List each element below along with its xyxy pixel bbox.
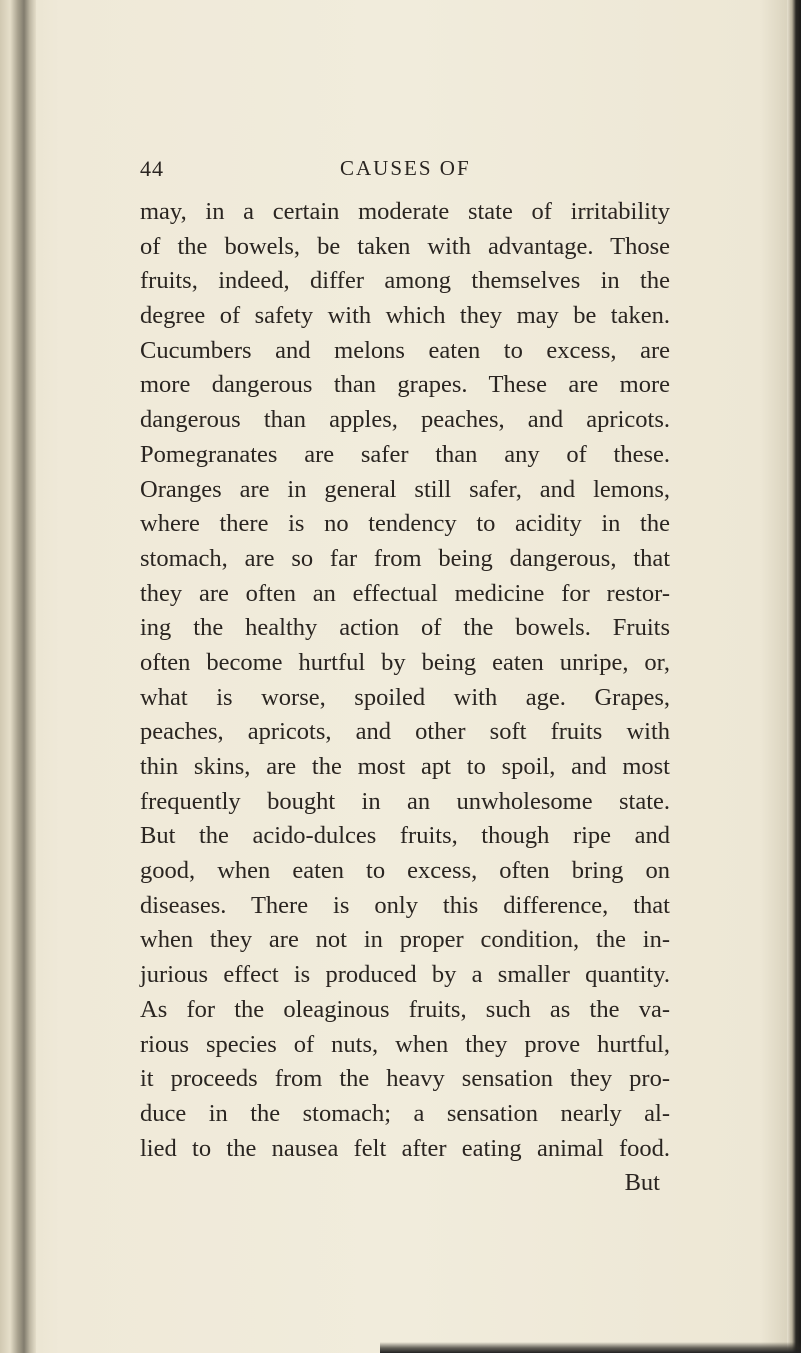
text-line: Cucumbers and melons eaten to excess, are bbox=[140, 336, 670, 364]
text-line: degree of safety with which they may be taken. bbox=[140, 302, 670, 330]
text-line: frequently bought in an unwholesome state. bbox=[140, 787, 670, 815]
text-line: Oranges are in general still safer, and lemons, bbox=[140, 475, 670, 503]
text-line: lied to the nausea felt after eating animal food. bbox=[140, 1134, 670, 1162]
text-line: Pomegranates are safer than any of these. bbox=[140, 440, 670, 468]
text-line: ing the healthy action of the bowels. Fruits bbox=[140, 614, 670, 642]
text-line: fruits, indeed, differ among themselves in the bbox=[140, 267, 670, 295]
text-line: duce in the stomach; a sensation nearly al- bbox=[140, 1099, 670, 1127]
text-line: of the bowels, be taken with advantage. Those bbox=[140, 232, 670, 260]
text-line: thin skins, are the most apt to spoil, and most bbox=[140, 753, 670, 780]
page-header bbox=[140, 156, 660, 190]
page-bottom-edge bbox=[380, 1342, 801, 1353]
catchword: But bbox=[624, 1169, 660, 1197]
body-text bbox=[140, 195, 670, 1201]
text-line: they are often an effectual medicine for restor- bbox=[140, 579, 670, 607]
text-line: often become hurtful by being eaten unripe, or, bbox=[140, 648, 670, 676]
page-gutter bbox=[0, 0, 36, 1353]
text-line: may, in a certain moderate state of irritability bbox=[140, 198, 670, 225]
text-line: more dangerous than grapes. These are more bbox=[140, 371, 670, 399]
text-line: peaches, apricots, and other soft fruits with bbox=[140, 718, 670, 746]
text-line: diseases. There is only this difference, that bbox=[140, 891, 670, 919]
page-right-edge bbox=[787, 0, 801, 1353]
text-line: when they are not in proper condition, the in- bbox=[140, 926, 670, 954]
text-line: rious species of nuts, when they prove hurtful, bbox=[140, 1030, 670, 1058]
text-line: As for the oleaginous fruits, such as the va- bbox=[140, 995, 670, 1023]
text-line: jurious effect is produced by a smaller quantity. bbox=[140, 961, 670, 989]
text-line: good, when eaten to excess, often bring on bbox=[140, 857, 670, 885]
text-line: what is worse, spoiled with age. Grapes, bbox=[140, 683, 670, 711]
text-line: stomach, are so far from being dangerous, that bbox=[140, 544, 670, 572]
page-number: 44 bbox=[140, 156, 164, 181]
text-line: it proceeds from the heavy sensation they pro- bbox=[140, 1065, 670, 1093]
running-head: CAUSES OF bbox=[340, 156, 471, 180]
text-line: where there is no tendency to acidity in the bbox=[140, 510, 670, 538]
text-line: But the acido-dulces fruits, though ripe and bbox=[140, 822, 670, 850]
text-line: dangerous than apples, peaches, and apricots. bbox=[140, 406, 670, 434]
